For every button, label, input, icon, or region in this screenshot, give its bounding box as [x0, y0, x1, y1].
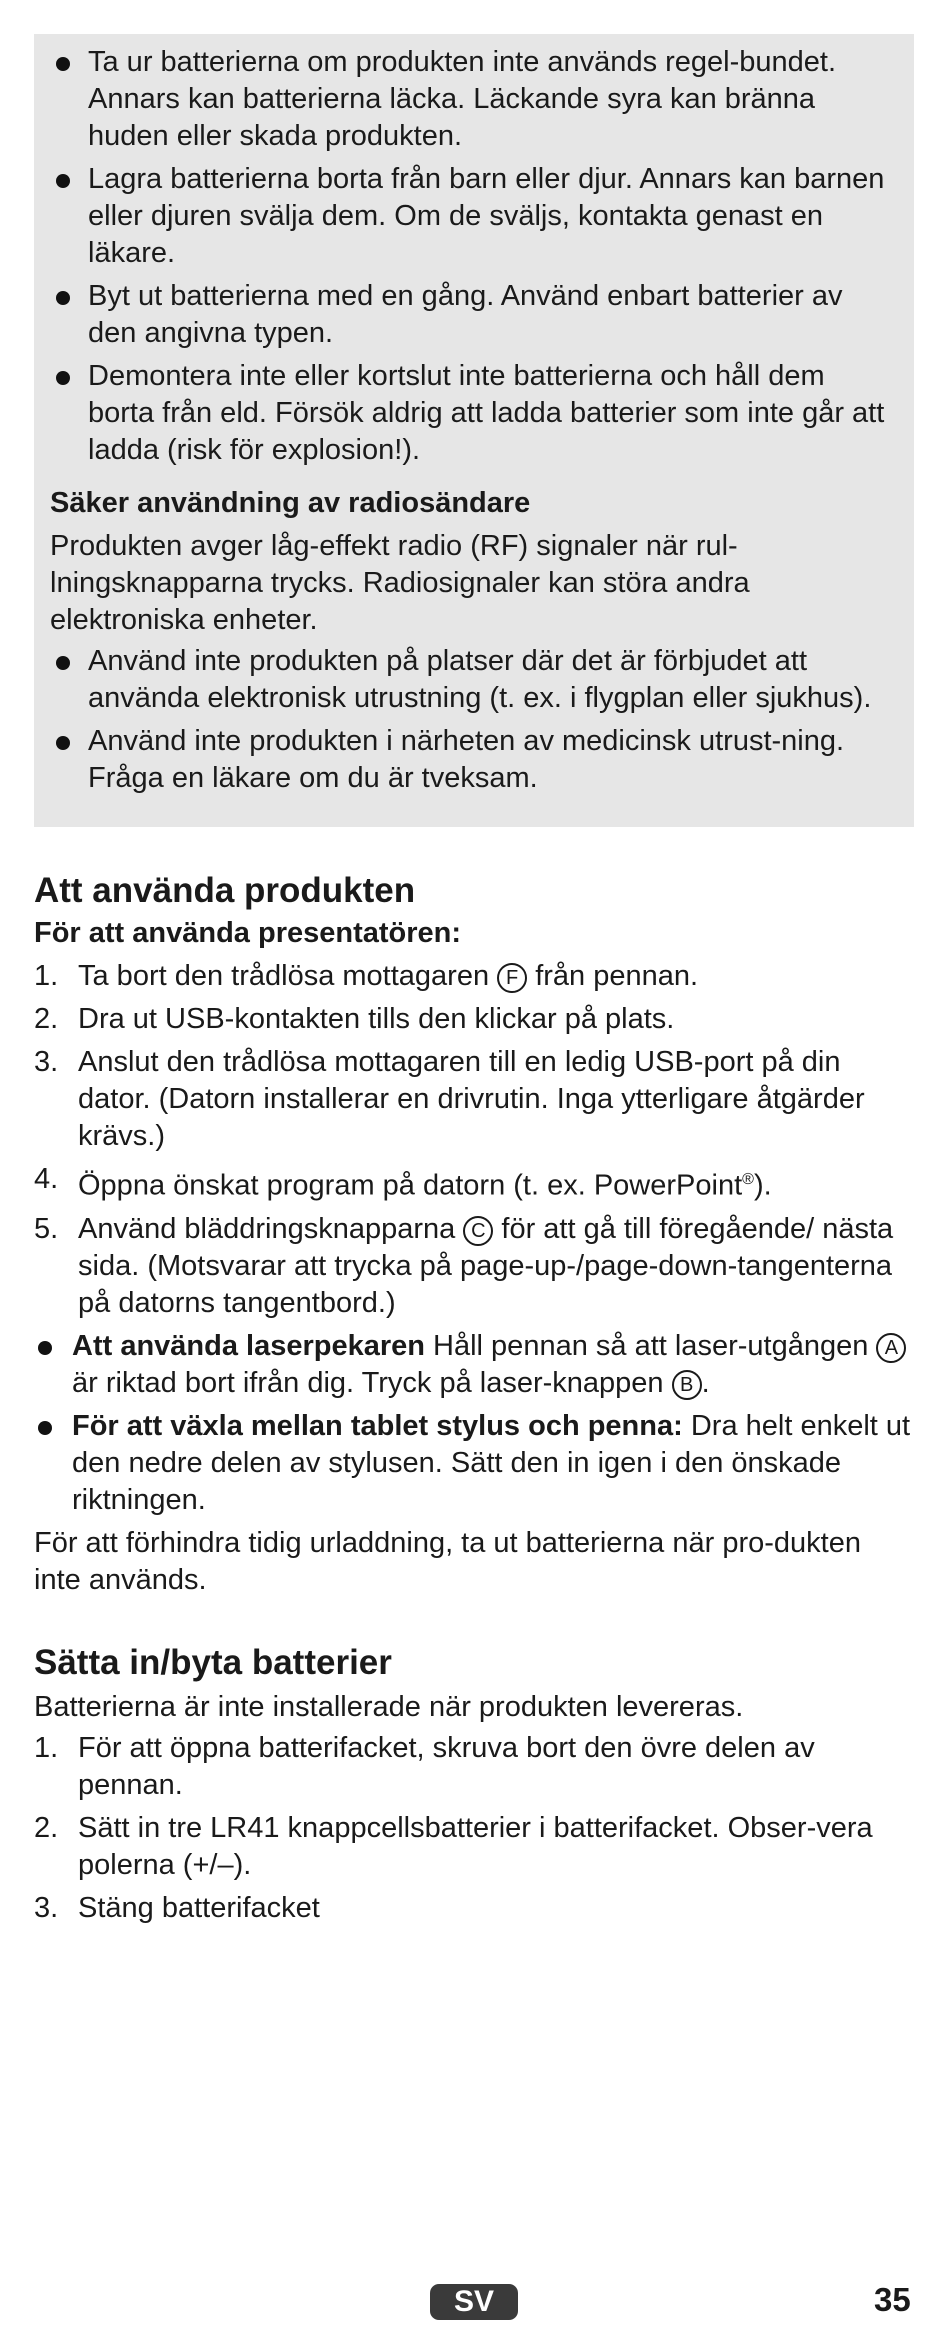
- page-content: [34, 34, 914, 1933]
- list-item: [34, 1328, 914, 1402]
- list-item: [34, 1001, 914, 1038]
- safety-box: [34, 34, 914, 827]
- step-text: Stäng batterifacket: [78, 1891, 320, 1924]
- list-item: [34, 1044, 914, 1155]
- list-item: Demontera inte eller kortslut inte batterierna och håll dem borta från eld. Försök aldrig att ladda batterier som inte går att ladda (risk för explosion!).: [50, 358, 898, 469]
- list-item: [34, 1730, 914, 1804]
- step-text: Använd bläddringsknapparna: [78, 1212, 464, 1245]
- step-text: Anslut den trådlösa mottagaren till en ledig USB-port på din dator. (Datorn installerar en drivrutin. Inga ytterligare åtgärder krävs.): [78, 1046, 865, 1152]
- page-number: 35: [874, 2281, 911, 2318]
- laser-text: Håll pennan så att laser-utgången: [424, 1329, 877, 1362]
- callout-b-icon: B: [672, 1370, 702, 1400]
- batteries-intro: Batterierna är inte installerade när produkten levereras.: [34, 1690, 744, 1723]
- list-item: Lagra batterierna borta från barn eller djur. Annars kan barnen eller djuren svälja dem. Om de sväljs, kontakta genast en läkare.: [50, 161, 898, 272]
- step-number: 3.: [34, 1891, 59, 1924]
- battery-steps: [34, 1730, 914, 1927]
- step-number: 3.: [34, 1046, 59, 1078]
- step-text: Dra ut USB-kontakten tills den klickar på plats.: [78, 1003, 675, 1035]
- radio-safety-list: [50, 643, 898, 797]
- list-item: Använd inte produkten på platser där det är förbjudet att använda elektronisk utrustning (t. ex. i flygplan eller sjukhus).: [50, 643, 898, 717]
- radio-safety-heading: Säker användning av radiosändare: [50, 487, 531, 519]
- usage-subheading: För att använda presentatören:: [34, 917, 462, 949]
- step-number: 1.: [34, 1731, 59, 1764]
- language-badge: SV: [430, 2284, 518, 2320]
- laser-text: .: [701, 1366, 710, 1399]
- step-number: 2.: [34, 1811, 59, 1844]
- laser-text: är riktad bort ifrån dig. Tryck på laser-knappen: [72, 1366, 672, 1399]
- usage-note: För att förhindra tidig urladdning, ta ut batterierna när pro-dukten inte används.: [34, 1526, 861, 1596]
- list-item: Ta ur batterierna om produkten inte används regel-bundet. Annars kan batterierna läcka. Läckande syra kan bränna huden eller skada produkten.: [50, 44, 898, 155]
- list-item: [34, 1211, 914, 1322]
- step-number: 5.: [34, 1212, 59, 1245]
- list-item: [34, 1161, 914, 1205]
- list-item: Byt ut batterierna med en gång. Använd enbart batterier av den angivna typen.: [50, 278, 898, 352]
- step-number: 4.: [34, 1163, 59, 1195]
- list-item: Använd inte produkten i närheten av medicinsk utrust-ning. Fråga en läkare om du är tveksam.: [50, 723, 898, 797]
- laser-label: Att använda laserpekaren: [72, 1329, 425, 1362]
- battery-safety-list: [50, 44, 898, 469]
- usage-heading: Att använda produkten: [34, 871, 416, 910]
- step-text: från pennan.: [527, 960, 699, 992]
- step-number: 2.: [34, 1003, 59, 1035]
- list-item: [34, 1408, 914, 1519]
- usage-bullets: [34, 1328, 914, 1519]
- step-text: För att öppna batterifacket, skruva bort den övre delen av pennan.: [78, 1731, 815, 1801]
- list-item: [34, 1810, 914, 1884]
- list-item: [34, 958, 914, 995]
- switch-label: För att växla mellan tablet stylus och penna:: [72, 1409, 683, 1442]
- batteries-heading: Sätta in/byta batterier: [34, 1642, 392, 1682]
- list-item: [34, 1890, 914, 1927]
- step-text: Ta bort den trådlösa mottagaren: [78, 960, 498, 992]
- callout-a-icon: A: [876, 1333, 906, 1363]
- page-footer: [0, 2276, 950, 2326]
- callout-f-icon: F: [497, 963, 527, 993]
- radio-safety-paragraph: Produkten avger låg-effekt radio (RF) signaler när rul-lningsknapparna trycks. Radiosignaler kan störa andra elektroniska enheter.: [50, 530, 750, 636]
- step-number: 1.: [34, 960, 59, 992]
- step-text: för att gå till föregående/ nästa sida. (Motsvarar att trycka på page-up-/page-down-tangenterna på datorns tangentbord.): [78, 1212, 894, 1319]
- registered-mark: ®: [742, 1171, 754, 1188]
- step-text: Öppna önskat program på datorn (t. ex. PowerPoint: [78, 1169, 743, 1202]
- step-text: Sätt in tre LR41 knappcellsbatterier i batterifacket. Obser-vera polerna (+/–).: [78, 1811, 873, 1881]
- usage-steps: [34, 958, 914, 1322]
- switch-text: Dra helt enkelt ut den nedre delen av stylusen. Sätt den in igen i den önskade riktningen.: [72, 1409, 911, 1516]
- step-text: ).: [753, 1169, 772, 1202]
- callout-c-icon: C: [463, 1216, 493, 1246]
